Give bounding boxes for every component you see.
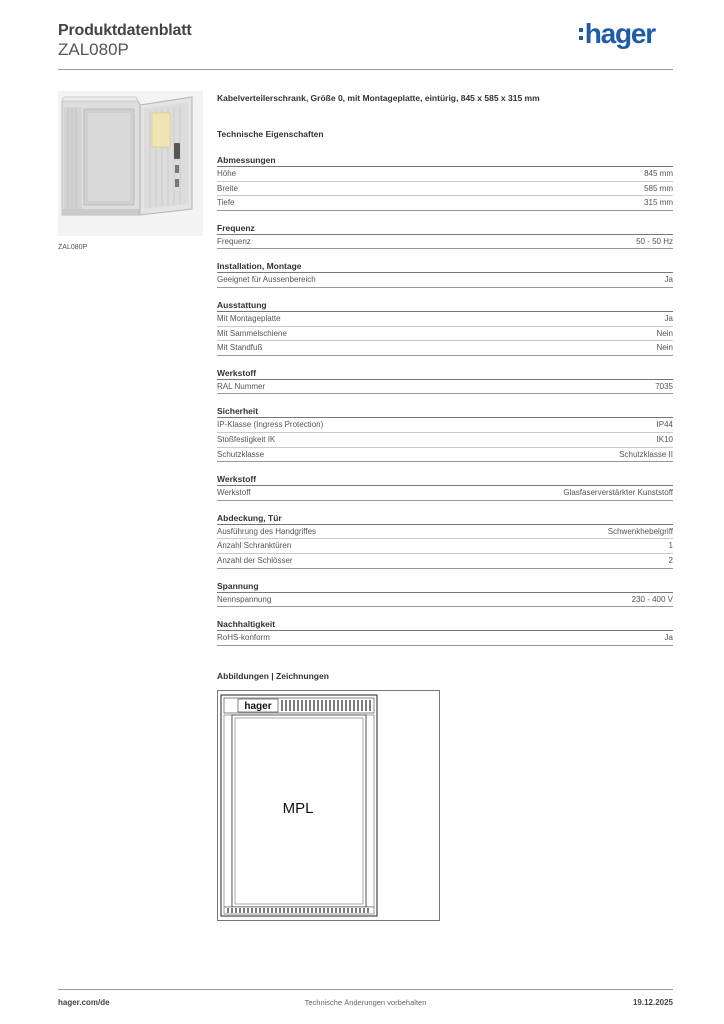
property-value: Ja (664, 275, 673, 285)
property-value: 2 (668, 555, 673, 565)
group-title: Sicherheit (217, 404, 673, 418)
property-row (217, 380, 673, 395)
property-row (217, 554, 673, 569)
property-value: 315 mm (644, 198, 673, 208)
property-value: Ja (664, 633, 673, 643)
group-title: Installation, Montage (217, 259, 673, 273)
property-value: 845 mm (644, 169, 673, 178)
tech-properties-heading: Technische Eigenschaften (217, 129, 324, 139)
property-value: IK10 (656, 434, 673, 444)
property-value: Ja (664, 313, 673, 323)
hager-logo (579, 20, 655, 48)
property-label: Mit Montageplatte (217, 313, 281, 323)
property-label: Tiefe (217, 198, 235, 208)
drawings-heading: Abbildungen | Zeichnungen (217, 671, 329, 681)
property-row (217, 448, 673, 463)
property-group (217, 511, 673, 569)
property-value: 230 - 400 V (631, 594, 673, 604)
property-group (217, 153, 673, 211)
property-label: Breite (217, 183, 238, 193)
property-row (217, 196, 673, 211)
property-value: Nein (656, 343, 673, 353)
property-value: Schwenkhebelgriff (607, 526, 673, 536)
property-label: Nennspannung (217, 594, 272, 604)
property-value: Nein (656, 328, 673, 338)
footer-date: 19.12.2025 (632, 998, 673, 1007)
property-group (217, 579, 673, 608)
technical-data-section (217, 93, 673, 646)
group-title: Spannung (217, 579, 673, 593)
property-label: Schutzklasse (217, 449, 265, 459)
page-header (58, 20, 673, 70)
property-row (217, 235, 673, 250)
property-value: IP44 (656, 420, 673, 430)
group-title: Werkstoff (217, 366, 673, 380)
property-row (217, 167, 673, 182)
property-value: 7035 (655, 381, 673, 391)
property-row (217, 631, 673, 646)
property-row (217, 486, 673, 501)
property-group (217, 472, 673, 501)
cabinet-photo-illustration (58, 91, 203, 236)
group-title: Werkstoff (217, 472, 673, 486)
property-group (217, 298, 673, 356)
property-value: Glasfaserverstärkter Kunststoff (563, 488, 673, 498)
group-title: Frequenz (217, 221, 673, 235)
technical-drawing (217, 690, 440, 921)
document-title: Produktdatenblatt (58, 22, 192, 39)
property-row (217, 341, 673, 356)
group-title: Nachhaltigkeit (217, 617, 673, 631)
property-value: Schutzklasse II (619, 449, 673, 459)
property-label: Werkstoff (217, 488, 251, 498)
footer-website: hager.com/de (58, 998, 110, 1007)
product-code: ZAL080P (58, 40, 129, 59)
property-value: 585 mm (644, 183, 673, 193)
product-description: Kabelverteilerschrank, Größe 0, mit Montageplatte, eintürig, 845 x 585 x 315 mm (217, 93, 540, 103)
property-row (217, 182, 673, 197)
property-group (217, 404, 673, 462)
property-label: Geeignet für Aussenbereich (217, 275, 316, 285)
property-group (217, 221, 673, 250)
logo-dots-icon (579, 28, 583, 40)
property-label: IP-Klasse (Ingress Protection) (217, 420, 324, 430)
footer-disclaimer: Technische Änderungen vorbehalten (304, 998, 427, 1007)
property-label: RoHS-konform (217, 633, 270, 643)
property-group (217, 259, 673, 288)
property-label: Anzahl Schranktüren (217, 541, 292, 551)
property-row (217, 525, 673, 540)
property-label: Stoßfestigkeit IK (217, 434, 276, 444)
property-value: 50 - 50 Hz (636, 236, 673, 246)
photo-caption: ZAL080P (58, 244, 88, 251)
property-row (217, 539, 673, 554)
group-title: Ausstattung (217, 298, 673, 312)
property-label: Anzahl der Schlösser (217, 555, 293, 565)
property-row (217, 273, 673, 288)
group-title: Abdeckung, Tür (217, 511, 673, 525)
property-row (217, 418, 673, 433)
property-label: RAL Nummer (217, 381, 266, 391)
product-photo (58, 91, 203, 236)
property-group (217, 366, 673, 395)
property-row (217, 312, 673, 327)
drawing-brand-label: hager (244, 701, 272, 712)
property-label: Mit Standfuß (217, 343, 263, 353)
property-row (217, 433, 673, 448)
property-label: Ausführung des Handgriffes (217, 526, 317, 536)
group-title: Abmessungen (217, 153, 673, 167)
page-footer (58, 989, 673, 1011)
property-row (217, 327, 673, 342)
logo-text: hager (584, 18, 655, 49)
property-label: Höhe (217, 169, 237, 178)
property-value: 1 (668, 541, 673, 551)
property-group (217, 617, 673, 646)
property-groups (217, 153, 673, 646)
mounting-plate-label: MPL (282, 800, 314, 817)
property-label: Mit Sammelschiene (217, 328, 287, 338)
property-label: Frequenz (217, 236, 251, 246)
cabinet-front-drawing (218, 691, 439, 920)
property-row (217, 593, 673, 608)
